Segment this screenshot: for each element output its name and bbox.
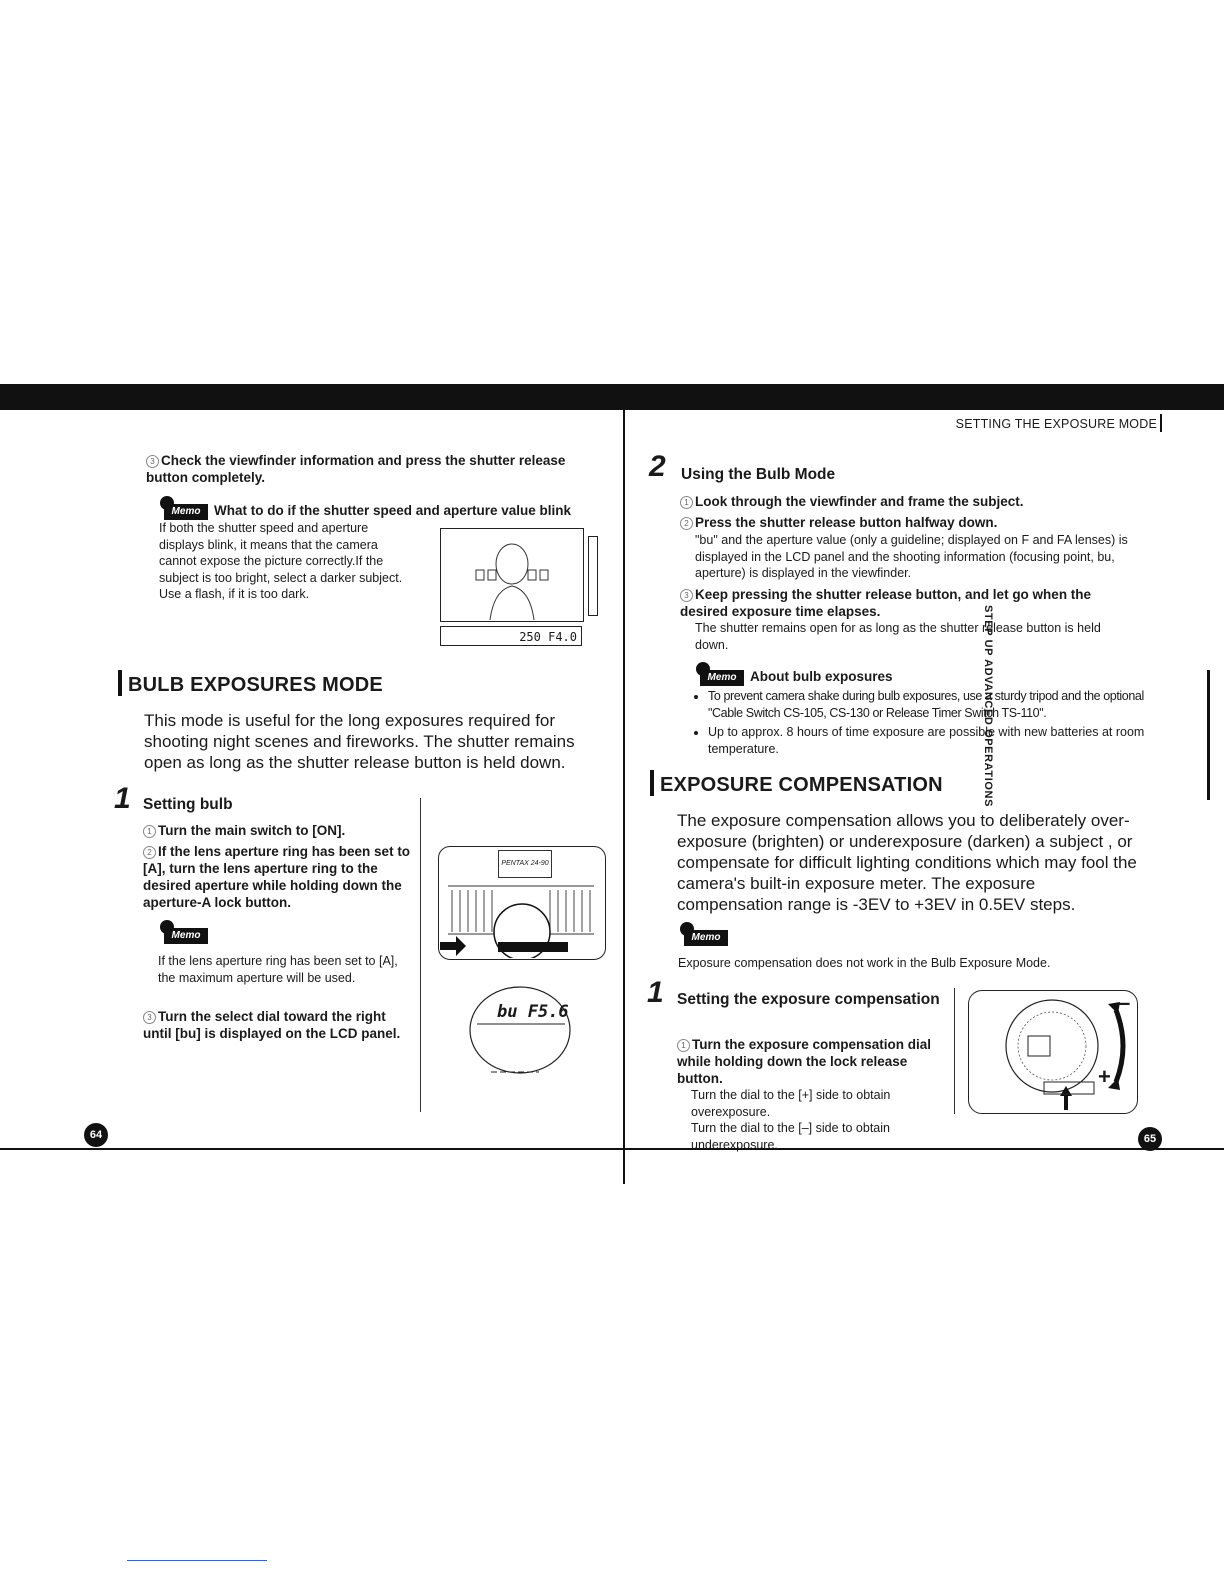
memo-icon: Memo (160, 920, 208, 944)
lcd-outline (469, 986, 571, 1074)
memo4-text: Exposure compensation does not work in the Bulb Exposure Mode. (678, 956, 1051, 970)
step-circle: 3 (146, 455, 159, 468)
bulb-section-lead: This mode is useful for the long exposures required for shooting night scenes and fireworks. The shutter remains open as long as the shutter release button is held down. (144, 711, 575, 772)
left-step3-title: Check the viewfinder information and press the shutter release button completely. (146, 453, 566, 485)
lcd-figure (469, 986, 571, 1074)
section-marker (118, 670, 122, 696)
step-circle: 2 (143, 846, 156, 859)
viewfinder-readout: 250 F4.0 (519, 630, 577, 644)
top-band (0, 384, 1224, 410)
step-circle: 2 (680, 517, 693, 530)
memo1-heading (160, 496, 620, 520)
step-circle: 1 (143, 825, 156, 838)
lens-figure (438, 846, 606, 960)
lens-brand-text: PENTAX 24-90 (501, 860, 549, 867)
lcd-readout: bu F5.6 (497, 1002, 569, 1022)
right-step1-divider (954, 988, 955, 1114)
left-step3 (146, 452, 596, 486)
memo2-icon-wrap (160, 920, 214, 944)
header-bar (1160, 414, 1162, 432)
right-step2-item2 (680, 514, 1150, 531)
running-header (956, 414, 1162, 432)
bulb-section-title (118, 670, 383, 697)
step-circle: 1 (680, 496, 693, 509)
exposure-section-title (650, 770, 943, 797)
memo-icon: Memo (696, 662, 744, 686)
exposure-section-title-text: EXPOSURE COMPENSATION (660, 774, 943, 796)
dial-minus-label: – (1118, 990, 1131, 1015)
right-step2-item2-body: "bu" and the aperture value (only a guideline; displayed on F and FA lenses) is displayed in the LCD panel and the shooting information (focusing point, bu, aperture) is displayed in the viewfinder. (695, 533, 1128, 580)
left-step1-item1 (143, 822, 413, 839)
memo-icon: Memo (680, 922, 728, 946)
memo3-heading (696, 662, 1136, 686)
memo1-text: If both the shutter speed and aperture displays blink, it means that the camera cannot expose the picture correctly.If the subject is too bright, select a darker subject. Use a flash, if it is too dark. (159, 521, 403, 601)
right-step2-item3-body: The shutter remains open for as long as the shutter release button is held down. (695, 621, 1101, 652)
memo3-bullet: • Up to approx. 8 hours of time exposure are possible with new batteries at room temperature. (708, 724, 1158, 757)
right-step2-item1 (680, 493, 1150, 510)
left-step1-item3-text: Turn the select dial toward the right until [bu] is displayed on the LCD panel. (143, 1009, 401, 1041)
right-step1-body2: Turn the dial to the [–] side to obtain underexposure. (691, 1121, 890, 1152)
left-page-number: 64 (84, 1123, 108, 1147)
left-step1-item2 (143, 843, 415, 911)
viewfinder-subject-icon (440, 528, 582, 620)
memo4-icon-wrap (680, 922, 734, 946)
dial-figure (968, 990, 1138, 1114)
center-divider (623, 404, 625, 1184)
right-step2-number: 2 (649, 450, 666, 483)
step-circle: 1 (677, 1039, 690, 1052)
exposure-section-lead: The exposure compensation allows you to deliberately over-exposure (brighten) or underexposure (darken) a subject , or compensate for difficult lighting conditions which may fool the camera's built-in exposure meter. The exposure compensation range is -3EV to +3EV in 0.5EV steps. (677, 811, 1137, 914)
left-step1-title: Setting bulb (143, 796, 233, 813)
stray-underline (127, 1560, 267, 1561)
step-circle: 3 (143, 1011, 156, 1024)
right-step2-item3-text: Keep pressing the shutter release button, and let go when the desired exposure time elapses. (680, 587, 1092, 619)
left-step1-number: 1 (114, 782, 131, 815)
memo2-text: If the lens aperture ring has been set to [A], the maximum aperture will be used. (158, 954, 398, 985)
side-tab-bar (1207, 670, 1210, 800)
left-step1-item2-text: If the lens aperture ring has been set to [A], turn the lens aperture ring to the desired aperture while holding down the aperture-A lock button. (143, 844, 411, 910)
dial-plus-label: + (1098, 1064, 1111, 1089)
bulb-section-title-text: BULB EXPOSURES MODE (128, 674, 383, 696)
memo1-heading-text: What to do if the shutter speed and aperture value blink (214, 503, 572, 518)
left-step1-item1-text: Turn the main switch to [ON]. (158, 823, 346, 838)
right-step1-number: 1 (647, 976, 664, 1009)
right-step2-item1-text: Look through the viewfinder and frame the subject. (695, 494, 1024, 509)
memo3-bullet: • To prevent camera shake during bulb exposures, use a sturdy tripod and the optional "Cable Switch CS-105, CS-130 or Release Timer Switch TS-110". (708, 688, 1158, 721)
right-page-number: 65 (1138, 1127, 1162, 1151)
dial-drawing (968, 990, 1136, 1112)
right-step2-item2-text: Press the shutter release button halfway down. (695, 515, 998, 530)
right-step1-item1 (677, 1036, 939, 1087)
right-step2-item3 (680, 586, 1140, 620)
memo3-heading-text: About bulb exposures (750, 669, 893, 684)
viewfinder-figure (440, 528, 596, 652)
memo-icon: Memo (160, 496, 208, 520)
viewfinder-indicator-bar (588, 536, 598, 616)
right-step1-body1: Turn the dial to the [+] side to obtain overexposure. (691, 1088, 891, 1119)
bottom-rule (0, 1148, 1224, 1150)
lens-ring-drawing (438, 846, 604, 958)
section-marker (650, 770, 654, 796)
running-header-text: SETTING THE EXPOSURE MODE (955, 417, 1157, 431)
memo3-bullets (680, 688, 1158, 760)
side-tab: STEP UP ADVANCED OPERATIONS (981, 605, 994, 808)
right-step2-title: Using the Bulb Mode (681, 466, 836, 483)
viewfinder-readout-strip (440, 626, 582, 646)
right-step1-title: Setting the exposure compensation (677, 991, 940, 1008)
right-step1-item1-text: Turn the exposure compensation dial while holding down the lock release button. (677, 1037, 932, 1086)
left-step1-item3 (143, 1008, 409, 1042)
step-circle: 3 (680, 589, 693, 602)
step1-divider (420, 798, 421, 1112)
